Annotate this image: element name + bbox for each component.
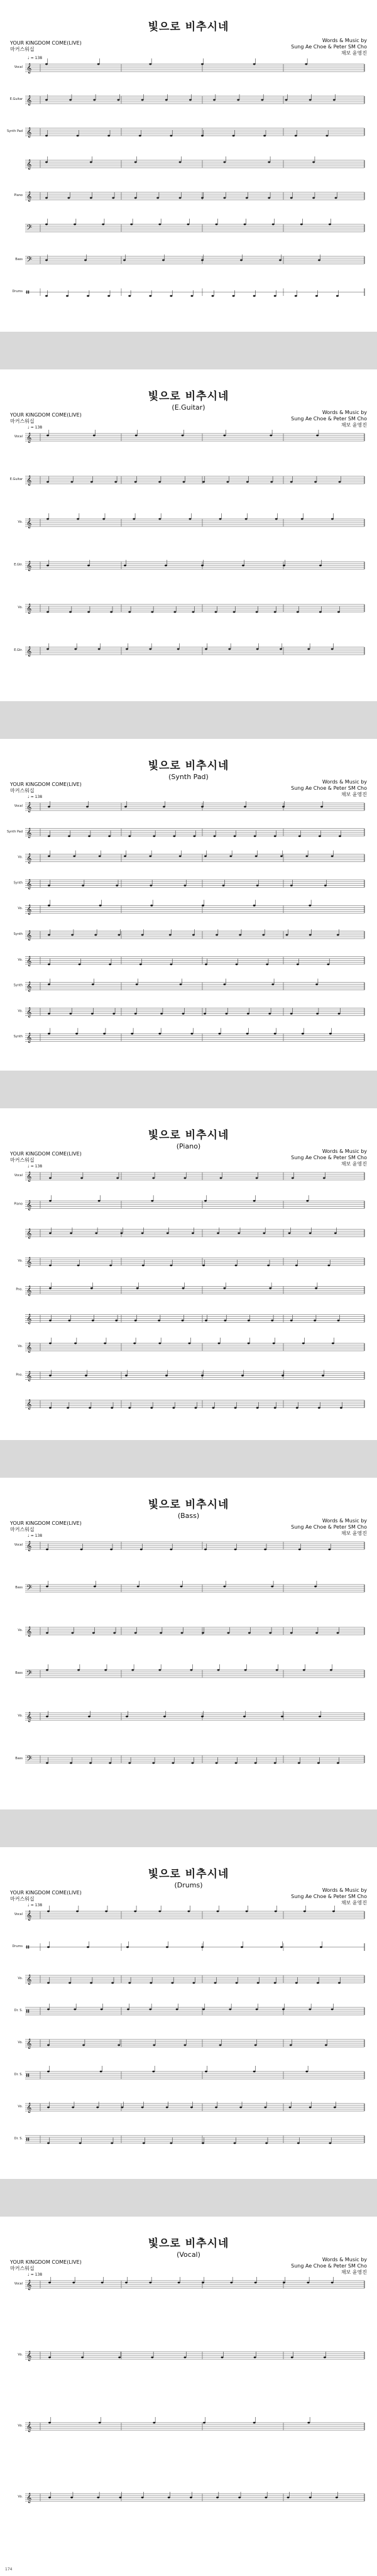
- clef-icon: 𝄢: [26, 1584, 33, 1594]
- staff: [18, 2417, 364, 2432]
- part-name: (Bass): [177, 1512, 200, 1520]
- clef-icon: 𝄞: [26, 604, 32, 614]
- part-name: (Synth Pad): [168, 773, 209, 781]
- clef-icon: 𝄥: [26, 2071, 30, 2081]
- clef-icon: 𝄞: [26, 879, 32, 890]
- staff: [18, 2102, 364, 2113]
- credit-line: Sung Ae Choe & Peter SM Cho: [291, 2263, 367, 2269]
- tempo-marking: ♩ = 138: [28, 56, 43, 60]
- song-subtitle: YOUR KINGDOM COME(LIVE): [10, 40, 82, 46]
- part-name: (Piano): [176, 1142, 201, 1150]
- staff-label: Drums: [12, 290, 23, 293]
- staff-label: Synth: [13, 881, 23, 885]
- song-artist: 마커스워십: [10, 788, 35, 794]
- clef-icon: 𝄥: [26, 1943, 30, 1953]
- clef-icon: 𝄞: [26, 192, 32, 202]
- staff: [18, 1711, 364, 1722]
- song-subtitle: YOUR KINGDOM COME(LIVE): [10, 412, 82, 418]
- score-staves: [0, 0, 377, 332]
- staff-label: Synth Pad: [6, 129, 23, 133]
- staff: [25, 219, 364, 234]
- clef-icon: 𝄞: [26, 1627, 32, 1637]
- song-title: 빛으로 비추시네: [148, 1498, 229, 1511]
- staff: [12, 288, 364, 298]
- score-page: [0, 369, 377, 701]
- staff-label: E.Guitar: [9, 97, 23, 101]
- staff: [15, 254, 364, 266]
- staff-label: Dr. S.: [14, 2009, 23, 2012]
- clef-icon: 𝄞: [26, 981, 32, 992]
- staff-label: Vo.: [18, 2495, 23, 2499]
- clef-icon: 𝄞: [26, 1228, 32, 1239]
- staff: [18, 1975, 364, 1985]
- tempo-marking: ♩ = 138: [28, 1164, 43, 1169]
- staff-label: Vocal: [14, 804, 23, 808]
- staff: [14, 560, 364, 571]
- staff: [18, 851, 364, 864]
- clef-icon: 𝄞: [26, 2351, 32, 2361]
- clef-icon: 𝄞: [26, 160, 32, 170]
- staff: [15, 1581, 364, 1594]
- clef-icon: 𝄞: [26, 1007, 32, 1018]
- song-title: 빛으로 비추시네: [148, 21, 229, 33]
- song-subtitle: YOUR KINGDOM COME(LIVE): [10, 1890, 82, 1896]
- score-staves: [0, 1478, 377, 1809]
- staff: [14, 1906, 364, 1921]
- staff-label: Vo.: [18, 1629, 23, 1632]
- staff: [7, 128, 364, 138]
- clef-icon: 𝄞: [26, 128, 32, 138]
- staff: [14, 801, 364, 812]
- credit-line: 채보 윤영진: [341, 1161, 367, 1167]
- staff: [25, 156, 364, 170]
- staff: [14, 979, 364, 992]
- clef-icon: 𝄞: [26, 1257, 32, 1267]
- staff: [14, 929, 364, 941]
- staff-label: Vo.: [18, 1259, 23, 1263]
- clef-icon: 𝄞: [26, 476, 32, 486]
- staff-label: Bass: [15, 258, 23, 261]
- song-subtitle: YOUR KINGDOM COME(LIVE): [10, 1151, 82, 1157]
- clef-icon: 𝄞: [26, 802, 32, 812]
- staff: [14, 192, 364, 202]
- song-title: 빛으로 비추시네: [148, 1129, 229, 1142]
- clef-icon: 𝄞: [26, 827, 32, 838]
- staff: [18, 900, 364, 915]
- clef-icon: 𝄞: [26, 518, 32, 528]
- score-page: [0, 1847, 377, 2179]
- tempo-marking: ♩ = 138: [28, 795, 43, 799]
- staff-label: Vocal: [14, 435, 23, 439]
- staff-label: Dr. S.: [14, 2137, 23, 2141]
- staff-label: Pno.: [16, 1373, 23, 1377]
- staff: [25, 1314, 364, 1324]
- song-artist: 마커스워십: [10, 1157, 35, 1163]
- staff: [18, 2039, 364, 2049]
- song-title: 빛으로 비추시네: [148, 390, 229, 403]
- staff: [14, 879, 364, 889]
- staff: [10, 476, 364, 486]
- clef-icon: 𝄞: [26, 2280, 32, 2290]
- clef-icon: 𝄞: [26, 2493, 32, 2503]
- clef-icon: 𝄞: [26, 1911, 32, 1921]
- staff: [12, 1941, 364, 1953]
- song-artist: 마커스워십: [10, 46, 35, 52]
- clef-icon: 𝄞: [26, 1343, 32, 1353]
- clef-icon: 𝄞: [26, 1371, 32, 1382]
- staff: [18, 513, 364, 528]
- clef-icon: 𝄞: [26, 931, 32, 941]
- score-page: [0, 1108, 377, 1440]
- staff-label: Vocal: [14, 1913, 23, 1916]
- tempo-marking: ♩ = 138: [28, 2273, 43, 2277]
- credit-line: 채보 윤영진: [341, 422, 367, 428]
- score-staves: [0, 1108, 377, 1440]
- staff-label: Bass: [15, 1757, 23, 1760]
- staff: [16, 1370, 364, 1381]
- staff: [18, 1627, 364, 1637]
- credit-line: Sung Ae Choe & Peter SM Cho: [291, 44, 367, 50]
- clef-icon: 𝄞: [26, 2039, 32, 2049]
- clef-icon: 𝄞: [26, 561, 32, 571]
- credit-line: Words & Music by: [322, 2257, 367, 2262]
- staff: [14, 430, 364, 443]
- staff: [18, 1007, 364, 1017]
- staff-label: Piano: [14, 1202, 23, 1206]
- staff: [14, 1195, 364, 1210]
- staff-label: Drums: [12, 1945, 23, 1948]
- staff-label: Bass: [15, 1671, 23, 1675]
- clef-icon: 𝄢: [26, 1669, 33, 1679]
- staff-label: Pno.: [16, 1287, 23, 1292]
- staff: [18, 2351, 364, 2361]
- song-artist: 마커스워십: [10, 2266, 35, 2271]
- staff-label: Synth: [13, 932, 23, 936]
- staff-label: Vocal: [14, 1174, 23, 1177]
- staff-label: Vo.: [18, 1009, 23, 1013]
- credit-line: Sung Ae Choe & Peter SM Cho: [291, 1894, 367, 1899]
- clef-icon: 𝄞: [26, 63, 32, 74]
- credit-line: 채보 윤영진: [341, 1531, 367, 1536]
- staff: [18, 1338, 364, 1353]
- staff: [18, 1257, 364, 1267]
- song-subtitle: YOUR KINGDOM COME(LIVE): [10, 1520, 82, 1526]
- staff-label: E.Guitar: [9, 478, 23, 481]
- tempo-marking: ♩ = 138: [28, 425, 43, 430]
- credit-line: 채보 윤영진: [341, 792, 367, 797]
- score-page: [0, 1478, 377, 1809]
- clef-icon: 𝄞: [26, 1314, 32, 1324]
- clef-icon: 𝄞: [26, 853, 32, 864]
- score-staves: [0, 739, 377, 1071]
- clef-icon: 𝄞: [26, 1712, 32, 1722]
- staff: [18, 604, 364, 614]
- staff: [14, 643, 364, 657]
- staff-label: Piano: [14, 194, 23, 197]
- clef-icon: 𝄥: [26, 288, 30, 298]
- clef-icon: 𝄢: [26, 224, 33, 234]
- staff-label: Vo.: [18, 520, 23, 524]
- staff: [15, 1755, 364, 1765]
- score-staves: [0, 369, 377, 701]
- credit-line: 채보 윤영진: [341, 2269, 367, 2275]
- staff-label: Dr. S.: [14, 2073, 23, 2077]
- song-artist: 마커스워십: [10, 1527, 35, 1532]
- staff-label: Vo.: [18, 1714, 23, 1718]
- staff: [14, 1541, 364, 1551]
- clef-icon: 𝄞: [26, 96, 32, 106]
- staff: [25, 1400, 364, 1410]
- staff-label: Vocal: [14, 65, 23, 69]
- staff-label: Vo.: [18, 2353, 23, 2357]
- staff: [16, 1282, 364, 1296]
- credit-line: Sung Ae Choe & Peter SM Cho: [291, 416, 367, 422]
- staff-label: Vo.: [18, 2105, 23, 2109]
- staff-label: Synth Pad: [6, 829, 23, 834]
- credit-line: Words & Music by: [322, 1887, 367, 1893]
- staff: [25, 1228, 364, 1239]
- clef-icon: 𝄢: [26, 1755, 33, 1765]
- score-page: [0, 739, 377, 1071]
- staff: [14, 2004, 364, 2017]
- credit-line: Sung Ae Choe & Peter SM Cho: [291, 1155, 367, 1160]
- staff: [10, 94, 364, 106]
- staff-label: E.Gtr.: [14, 563, 23, 567]
- credit-line: 채보 윤영진: [341, 50, 367, 56]
- staff-label: Synth: [13, 983, 23, 988]
- credit-line: Words & Music by: [322, 38, 367, 43]
- clef-icon: 𝄞: [26, 1399, 32, 1410]
- clef-icon: 𝄞: [26, 2103, 32, 2113]
- staff: [7, 828, 364, 838]
- clef-icon: 𝄞: [26, 647, 32, 657]
- staff-label: Vo.: [18, 606, 23, 609]
- tempo-marking: ♩ = 138: [28, 1903, 43, 1907]
- song-subtitle: YOUR KINGDOM COME(LIVE): [10, 782, 82, 787]
- score-staves: [0, 2217, 377, 2576]
- clef-icon: 𝄢: [26, 256, 33, 266]
- clef-icon: 𝄞: [26, 1172, 32, 1182]
- staff-label: Vo.: [18, 958, 23, 962]
- staff-label: Synth: [13, 1035, 23, 1039]
- part-name: (E.Guitar): [172, 403, 205, 412]
- credit-line: Words & Music by: [322, 1149, 367, 1154]
- staff: [14, 2066, 364, 2081]
- credit-line: Sung Ae Choe & Peter SM Cho: [291, 785, 367, 791]
- tempo-marking: ♩ = 138: [28, 1534, 43, 1538]
- staff: [18, 956, 364, 966]
- staff-label: Vo.: [18, 2041, 23, 2044]
- staff-label: Vocal: [14, 2282, 23, 2286]
- clef-icon: 𝄥: [26, 2135, 30, 2145]
- clef-icon: 𝄞: [26, 1033, 32, 1044]
- staff-label: E.Gtr.: [14, 648, 23, 652]
- staff: [14, 2277, 364, 2290]
- clef-icon: 𝄞: [26, 956, 32, 966]
- clef-icon: 𝄞: [26, 1285, 32, 1296]
- clef-icon: 𝄞: [26, 433, 32, 443]
- credit-line: Words & Music by: [322, 410, 367, 415]
- staff-label: Vocal: [14, 1543, 23, 1547]
- staff-label: Vo.: [18, 1345, 23, 1348]
- score-page: [0, 0, 377, 332]
- credit-line: Words & Music by: [322, 1518, 367, 1524]
- staff-label: Bass: [15, 1586, 23, 1590]
- part-name: (Drums): [174, 1881, 203, 1889]
- clef-icon: 𝄞: [26, 905, 32, 915]
- credit-line: Sung Ae Choe & Peter SM Cho: [291, 1524, 367, 1530]
- staff: [14, 58, 364, 74]
- score-page: [0, 2217, 377, 2576]
- staff-label: Vo.: [18, 907, 23, 911]
- credit-line: Words & Music by: [322, 779, 367, 785]
- clef-icon: 𝄞: [26, 1541, 32, 1551]
- staff-label: Vo.: [18, 2424, 23, 2428]
- clef-icon: 𝄞: [26, 1200, 32, 1211]
- score-staves: [0, 1847, 377, 2179]
- part-name: (Vocal): [177, 2251, 200, 2259]
- staff: [14, 2135, 364, 2145]
- staff-label: Vo.: [18, 1977, 23, 1980]
- song-title: 빛으로 비추시네: [148, 2237, 229, 2250]
- clef-icon: 𝄞: [26, 1975, 32, 1985]
- staff: [14, 1028, 364, 1043]
- song-artist: 마커스워십: [10, 418, 35, 424]
- song-title: 빛으로 비추시네: [148, 760, 229, 772]
- page-number: 174: [5, 2567, 13, 2572]
- clef-icon: 𝄞: [26, 2422, 32, 2432]
- credit-line: 채보 윤영진: [341, 1900, 367, 1906]
- staff-label: Vo.: [18, 855, 23, 860]
- song-subtitle: YOUR KINGDOM COME(LIVE): [10, 2259, 82, 2265]
- staff: [15, 1664, 364, 1679]
- staff: [18, 2492, 364, 2503]
- song-artist: 마커스워십: [10, 1896, 35, 1902]
- song-title: 빛으로 비추시네: [148, 1868, 229, 1880]
- staff: [14, 1172, 364, 1182]
- clef-icon: 𝄥: [26, 2007, 30, 2017]
